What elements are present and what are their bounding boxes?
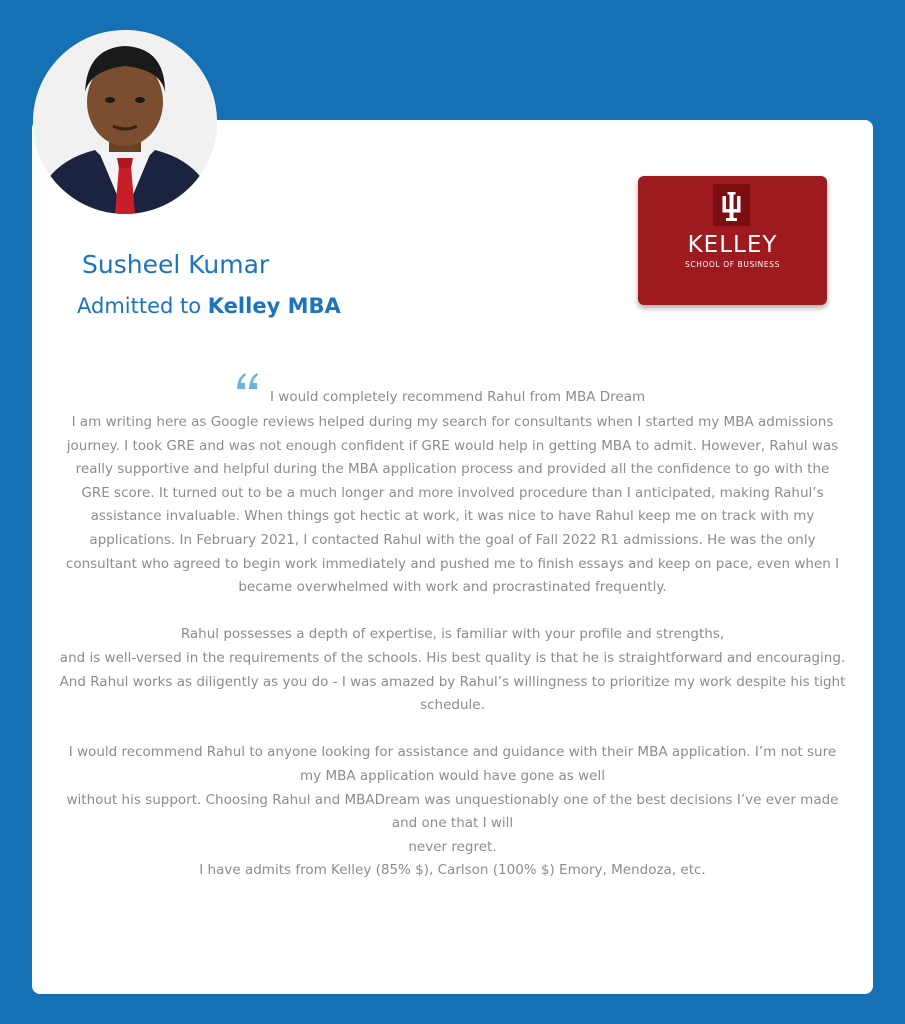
trident-emblem <box>713 184 750 226</box>
school-logo <box>638 176 827 305</box>
testimonial-line: and one that I will <box>391 815 514 832</box>
trident-icon <box>713 184 750 226</box>
testimonial-line: And Rahul works as diligently as you do - I was amazed by Rahul’s willingness to prioritize my work despite his tight <box>59 673 846 690</box>
testimonial-line: I would recommend Rahul to anyone looking for assistance and guidance with their MBA application. I’m not sure <box>68 744 837 761</box>
testimonial-line: never regret. <box>408 838 497 855</box>
testimonial-line: my MBA application would have gone as well <box>300 768 605 784</box>
testimonial-line: schedule. <box>420 697 485 714</box>
testimonial-line: I have admits from Kelley (85% $), Carlson (100% $) Emory, Mendoza, etc. <box>199 862 706 879</box>
testimonial-line: I am writing here as Google reviews helped during my search for consultants when I started my MBA admissions <box>71 414 834 430</box>
testimonial-line: GRE score. It turned out to be a much longer and more involved procedure than I anticipated, making Rahul’s <box>81 484 824 501</box>
testimonial-line: consultant who agreed to begin work immediately and pushed me to finish essays and keep on pace, even when I <box>65 555 840 572</box>
testimonial-line: without his support. Choosing Rahul and MBADream was unquestionably one of the best decisions I’ve ever made <box>66 791 839 808</box>
person-photo-icon <box>33 30 217 214</box>
admitted-school: Kelley MBA <box>207 294 341 318</box>
admitted-prefix: Admitted to <box>77 294 202 318</box>
avatar <box>33 30 217 214</box>
testimonial-line: assistance invaluable. When things got hectic at work, it was nice to have Rahul keep me on track with my <box>90 508 815 525</box>
logo-title: KELLEY <box>687 232 778 258</box>
testimonial-line: journey. I took GRE and was not enough confident if GRE would help in getting MBA to admit. However, Rahul was <box>66 437 839 454</box>
testimonial-headline: I would completely recommend Rahul from MBA Dream <box>270 389 646 405</box>
person-name: Susheel Kumar <box>82 250 270 279</box>
admission-subtitle <box>77 294 341 318</box>
testimonial-line: and is well-versed in the requirements of the schools. His best quality is that he is straightforward and encouraging. <box>59 650 846 666</box>
testimonial-line: really supportive and helpful during the MBA application process and provided all the confidence to go with the <box>75 461 830 478</box>
testimonial-line: Rahul possesses a depth of expertise, is familiar with your profile and strengths, <box>180 626 725 643</box>
testimonial-line: applications. In February 2021, I contacted Rahul with the goal of Fall 2022 R1 admissions. He was the only <box>89 532 816 548</box>
testimonial-line: became overwhelmed with work and procrastinated frequently. <box>238 579 667 596</box>
logo-subtitle: SCHOOL OF BUSINESS <box>685 260 780 269</box>
quote-icon <box>236 372 260 390</box>
